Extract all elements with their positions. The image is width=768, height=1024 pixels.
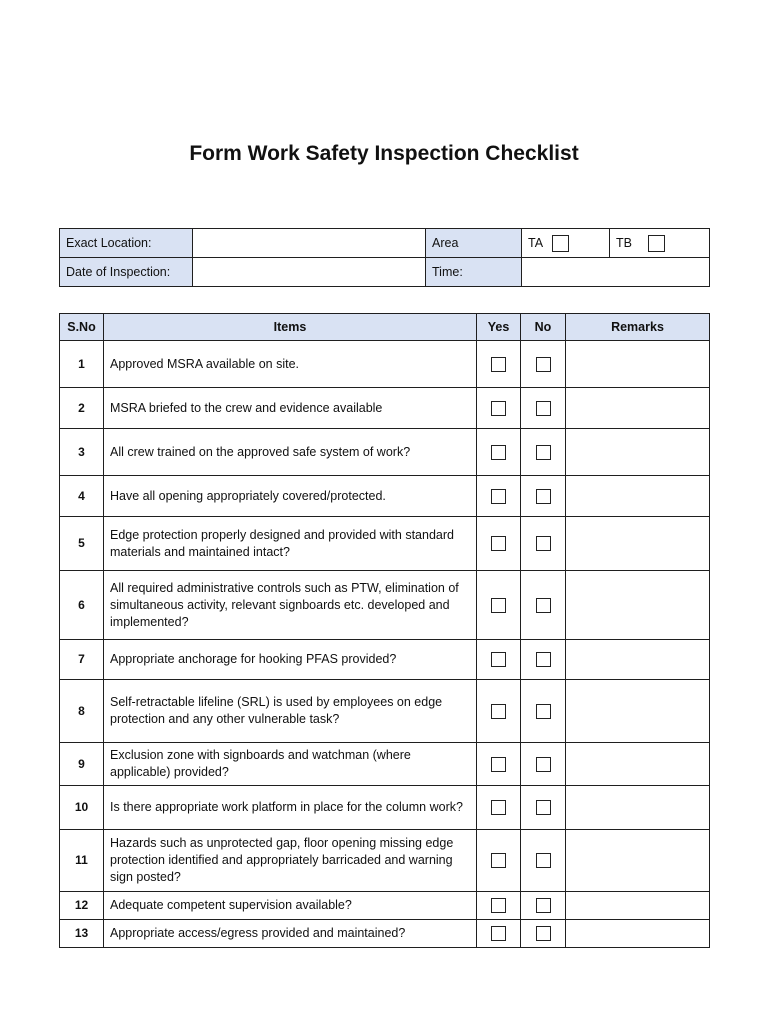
no-checkbox[interactable] xyxy=(536,357,551,372)
yes-cell xyxy=(477,743,521,786)
table-row xyxy=(60,892,710,920)
yes-checkbox[interactable] xyxy=(491,800,506,815)
no-checkbox[interactable] xyxy=(536,536,551,551)
no-cell xyxy=(521,743,566,786)
yes-cell xyxy=(477,388,521,429)
row-item-text: Hazards such as unprotected gap, floor opening missing edge protection identified and appropriately barricaded and warning sign posted? xyxy=(104,830,477,892)
row-item-text: All crew trained on the approved safe system of work? xyxy=(104,429,477,476)
yes-checkbox[interactable] xyxy=(491,652,506,667)
no-cell xyxy=(521,892,566,920)
yes-checkbox[interactable] xyxy=(491,853,506,868)
yes-cell xyxy=(477,640,521,680)
yes-cell xyxy=(477,680,521,743)
row-item-text: Have all opening appropriately covered/protected. xyxy=(104,476,477,517)
table-row xyxy=(60,517,710,571)
col-header-yes: Yes xyxy=(477,314,521,341)
yes-cell xyxy=(477,786,521,830)
row-remarks-field[interactable] xyxy=(566,830,710,892)
page-title: Form Work Safety Inspection Checklist xyxy=(189,142,579,165)
table-row xyxy=(60,743,710,786)
no-checkbox[interactable] xyxy=(536,652,551,667)
date-label: Date of Inspection: xyxy=(60,258,193,287)
no-cell xyxy=(521,830,566,892)
row-sno: 3 xyxy=(60,429,104,476)
area-ta-cell xyxy=(522,229,610,258)
no-checkbox[interactable] xyxy=(536,757,551,772)
no-cell xyxy=(521,429,566,476)
row-sno: 1 xyxy=(60,341,104,388)
no-cell xyxy=(521,341,566,388)
table-row xyxy=(60,476,710,517)
row-remarks-field[interactable] xyxy=(566,388,710,429)
no-cell xyxy=(521,388,566,429)
row-remarks-field[interactable] xyxy=(566,476,710,517)
checklist-table xyxy=(59,313,710,948)
table-row xyxy=(60,920,710,948)
no-cell xyxy=(521,680,566,743)
no-cell xyxy=(521,571,566,640)
row-sno: 7 xyxy=(60,640,104,680)
no-cell xyxy=(521,786,566,830)
no-checkbox[interactable] xyxy=(536,598,551,613)
time-field[interactable] xyxy=(522,258,710,287)
row-sno: 6 xyxy=(60,571,104,640)
no-checkbox[interactable] xyxy=(536,926,551,941)
row-remarks-field[interactable] xyxy=(566,429,710,476)
no-cell xyxy=(521,517,566,571)
exact-location-field[interactable] xyxy=(193,229,426,258)
table-row xyxy=(60,786,710,830)
row-item-text: Appropriate access/egress provided and maintained? xyxy=(104,920,477,948)
yes-checkbox[interactable] xyxy=(491,357,506,372)
no-checkbox[interactable] xyxy=(536,401,551,416)
yes-checkbox[interactable] xyxy=(491,401,506,416)
col-header-sno: S.No xyxy=(60,314,104,341)
ta-label: TA xyxy=(528,236,544,250)
row-item-text: Adequate competent supervision available? xyxy=(104,892,477,920)
yes-cell xyxy=(477,429,521,476)
ta-checkbox[interactable] xyxy=(552,235,569,252)
row-remarks-field[interactable] xyxy=(566,743,710,786)
row-item-text: Edge protection properly designed and provided with standard materials and maintained intact? xyxy=(104,517,477,571)
yes-cell xyxy=(477,341,521,388)
row-item-text: Approved MSRA available on site. xyxy=(104,341,477,388)
yes-cell xyxy=(477,920,521,948)
row-remarks-field[interactable] xyxy=(566,571,710,640)
yes-checkbox[interactable] xyxy=(491,704,506,719)
time-label: Time: xyxy=(426,258,522,287)
table-row xyxy=(60,680,710,743)
col-header-remarks: Remarks xyxy=(566,314,710,341)
row-item-text: MSRA briefed to the crew and evidence available xyxy=(104,388,477,429)
yes-cell xyxy=(477,830,521,892)
no-checkbox[interactable] xyxy=(536,489,551,504)
row-remarks-field[interactable] xyxy=(566,680,710,743)
row-sno: 9 xyxy=(60,743,104,786)
row-sno: 5 xyxy=(60,517,104,571)
table-row xyxy=(60,640,710,680)
col-header-no: No xyxy=(521,314,566,341)
row-item-text: Is there appropriate work platform in place for the column work? xyxy=(104,786,477,830)
no-checkbox[interactable] xyxy=(536,445,551,460)
exact-location-label: Exact Location: xyxy=(60,229,193,258)
row-remarks-field[interactable] xyxy=(566,920,710,948)
row-remarks-field[interactable] xyxy=(566,640,710,680)
row-item-text: Exclusion zone with signboards and watchman (where applicable) provided? xyxy=(104,743,477,786)
row-remarks-field[interactable] xyxy=(566,341,710,388)
row-sno: 4 xyxy=(60,476,104,517)
row-remarks-field[interactable] xyxy=(566,517,710,571)
row-remarks-field[interactable] xyxy=(566,786,710,830)
tb-checkbox[interactable] xyxy=(648,235,665,252)
table-row xyxy=(60,429,710,476)
yes-checkbox[interactable] xyxy=(491,898,506,913)
date-field[interactable] xyxy=(193,258,426,287)
row-sno: 8 xyxy=(60,680,104,743)
yes-cell xyxy=(477,476,521,517)
yes-checkbox[interactable] xyxy=(491,757,506,772)
yes-checkbox[interactable] xyxy=(491,445,506,460)
no-checkbox[interactable] xyxy=(536,853,551,868)
row-sno: 12 xyxy=(60,892,104,920)
tb-label: TB xyxy=(616,236,632,250)
row-sno: 2 xyxy=(60,388,104,429)
row-sno: 10 xyxy=(60,786,104,830)
area-label: Area xyxy=(426,229,522,258)
no-cell xyxy=(521,476,566,517)
no-cell xyxy=(521,640,566,680)
row-sno: 13 xyxy=(60,920,104,948)
yes-checkbox[interactable] xyxy=(491,536,506,551)
inspection-header-table xyxy=(59,228,710,287)
table-row xyxy=(60,571,710,640)
yes-checkbox[interactable] xyxy=(491,926,506,941)
no-checkbox[interactable] xyxy=(536,800,551,815)
row-item-text: Appropriate anchorage for hooking PFAS provided? xyxy=(104,640,477,680)
no-cell xyxy=(521,920,566,948)
no-checkbox[interactable] xyxy=(536,704,551,719)
yes-checkbox[interactable] xyxy=(491,598,506,613)
table-row xyxy=(60,388,710,429)
no-checkbox[interactable] xyxy=(536,898,551,913)
table-row xyxy=(60,341,710,388)
yes-cell xyxy=(477,571,521,640)
yes-cell xyxy=(477,517,521,571)
table-row xyxy=(60,830,710,892)
row-item-text: Self-retractable lifeline (SRL) is used by employees on edge protection and any other vulnerable task? xyxy=(104,680,477,743)
row-sno: 11 xyxy=(60,830,104,892)
yes-checkbox[interactable] xyxy=(491,489,506,504)
row-remarks-field[interactable] xyxy=(566,892,710,920)
col-header-items: Items xyxy=(104,314,477,341)
area-tb-cell xyxy=(610,229,710,258)
yes-cell xyxy=(477,892,521,920)
row-item-text: All required administrative controls such as PTW, elimination of simultaneous activity, relevant signboards etc. developed and implemented? xyxy=(104,571,477,640)
